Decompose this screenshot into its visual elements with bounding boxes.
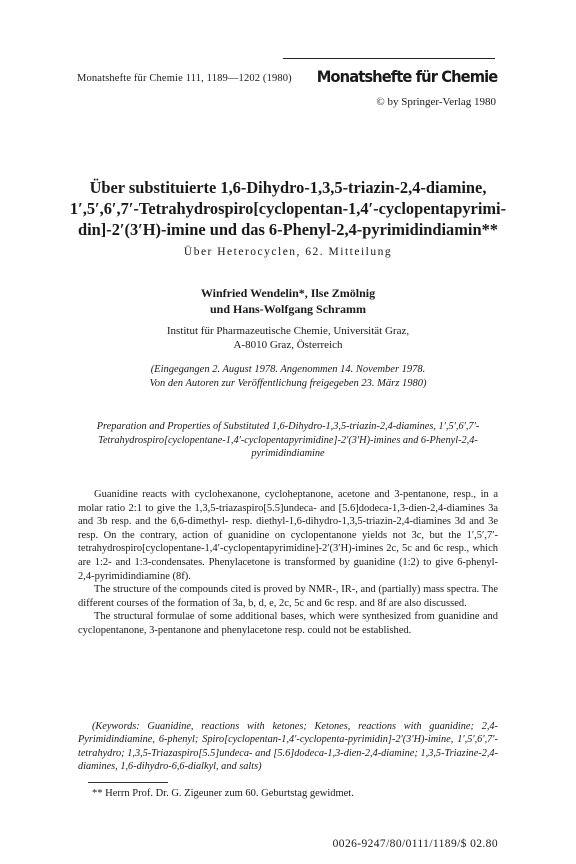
received-dates [60,363,516,391]
article-subtitle: Über Heterocyclen, 62. Mitteilung [183,246,393,258]
journal-logo: Monatshefte für Chemie [316,67,497,86]
keywords: (Keywords: Guanidine, reactions with ketones; Ketones, reactions with guanidine; 2,4-Pyrimidindiamine, 6-phenyl; Spiro[cyclopentan-1,4′-cyclopenta-pyrimidin]-2′(3′H)-imine, 1′,5′,6′,7′-tetrahydro; 1,3,5-Triazaspiro[5.5]undeca- and [5.6]dodeca-1,3-dien-2,4-diamine; 1,3,5-Triazine-2,4-diamines, 1,6-dihydro-6,6-dialkyl, and salts) [78,721,498,773]
abstract [78,488,498,638]
affiliation [60,324,516,352]
title-line-3: din]-2′(3′H)-imine und das 6-Phenyl-2,4-pyrimidindiamin** [78,220,498,239]
received-line-1: (Eingegangen 2. August 1978. Angenommen 14. November 1978. [150,364,426,375]
english-title: Preparation and Properties of Substituted 1,6-Dihydro-1,3,5-triazin-2,4-diamines, 1′,5′,6′,7′-Tetrahydrospiro[cyclopentane-1,4′-cyclopentapyrimidine]-2′(3′H)-imines and 6-Phenyl-2,4-pyrimidindiamine [96,421,480,459]
journal-reference: Monatshefte für Chemie 111, 1189—1202 (1980) [77,73,292,84]
abstract-paragraph: Guanidine reacts with cyclohexanone, cycloheptanone, acetone and 3-pentanone, resp., in a molar ratio 2:1 to give the 1,3,5-triazaspiro[5.5]undeca- and [5.6]dodeca-1,3-dien-2,4-diamines 3a and 3b resp. and the 6,6-dimethyl- resp. diethyl-1,6-dihydro-1,3,5-triazin-2,4-diamines 3d and 3e resp. On the contrary, action of guanidine on cyclopentanone yields not 3c, but the 1′,5′,7′-tetrahydrospiro[cyclopentane-1,4′-cyclopentapyrimidine]-2′(3′H)-imines 2c, 5c and 6c resp., which are 1:2- and 1:3-condensates. Phenylacetone is transformed by guanidine (1:2) to give 6-phenyl-2,4-pyrimidindiamine (8f). [78,489,498,582]
affiliation-line-1: Institut für Pharmazeutische Chemie, Universität Graz, [166,325,410,337]
issn-code: 0026-9247/80/0111/1189/$ 02.80 [332,838,498,850]
received-line-2: Von den Autoren zur Veröffentlichung freigegeben 23. März 1980) [149,378,427,389]
author-list [60,285,516,317]
dedication-footnote: ** Herrn Prof. Dr. G. Zigeuner zum 60. Geburtstag gewidmet. [92,788,354,799]
affiliation-line-2: A-8010 Graz, Österreich [233,339,343,351]
authors-line-2: und Hans-Wolfgang Schramm [209,302,367,316]
title-line-1: Über substituierte 1,6-Dihydro-1,3,5-triazin-2,4-diamine, [89,178,487,197]
article-title [60,177,516,240]
authors-line-1: Winfried Wendelin*, Ilse Zmölnig [200,286,376,300]
abstract-paragraph: The structural formulae of some additional bases, which were synthesized from guanidine and cyclopentanone, 3-pentanone and phenylacetone resp. could not be established. [78,611,498,636]
copyright-notice: © by Springer-Verlag 1980 [376,96,496,108]
masthead [77,68,497,90]
footnote-rule [88,782,168,783]
title-line-2: 1′,5′,6′,7′-Tetrahydrospiro[cyclopentan-1,4′-cyclopentapyrimi- [69,199,507,218]
abstract-paragraph: The structure of the compounds cited is proved by NMR-, IR-, and (partially) mass spectra. The different courses of the formation of 3a, b, d, e, 2c, 5c and 6c resp. and 8f are also discussed. [78,584,498,609]
header-rule [283,58,495,59]
